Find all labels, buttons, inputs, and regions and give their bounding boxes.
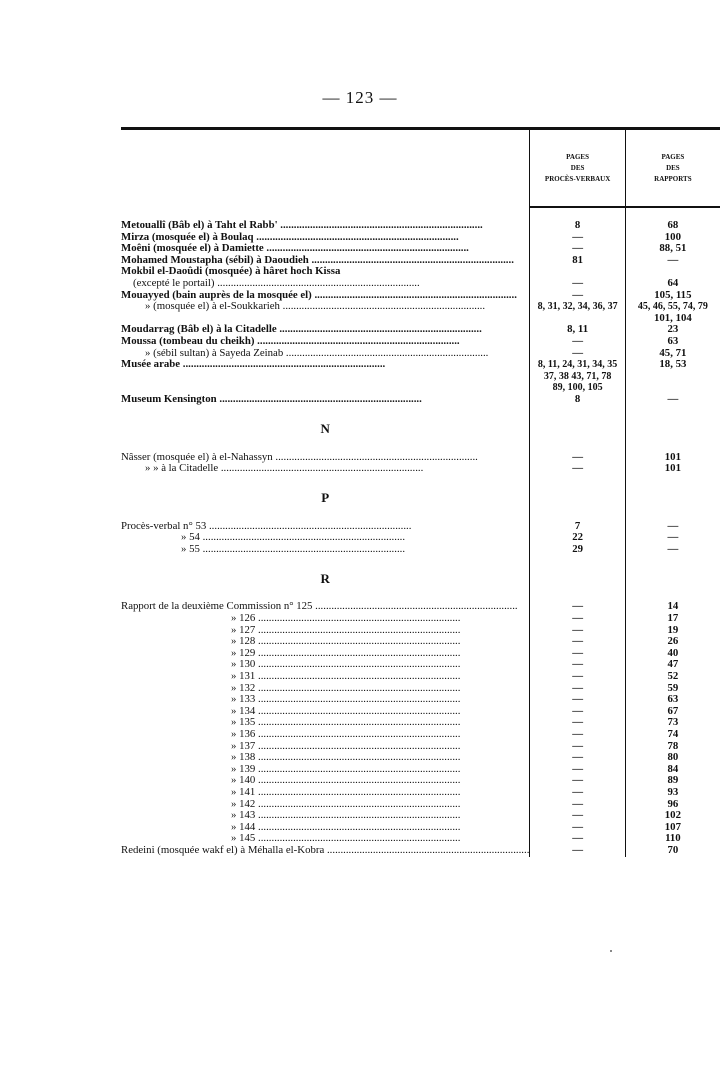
table-row	[121, 371, 720, 383]
entry-label: » 55 .....	[121, 544, 405, 556]
header-pv-line2: DES	[570, 163, 585, 172]
table-row	[121, 706, 720, 718]
entry-label: Mohamed Moustapha (sébil) à Daoudieh .....	[121, 255, 514, 266]
table-row	[121, 336, 720, 348]
rap-pages: 100	[625, 232, 720, 244]
rap-pages: —	[625, 394, 720, 406]
table-row	[121, 313, 720, 325]
pv-pages: —	[530, 799, 625, 811]
rap-pages: 17	[625, 613, 720, 625]
table-row	[121, 243, 720, 255]
entry-label: » 129 .....	[121, 648, 460, 660]
rap-pages: 23	[625, 324, 720, 336]
pv-pages: —	[530, 787, 625, 799]
table-row	[121, 799, 720, 811]
rap-pages: 63	[625, 694, 720, 706]
table-row	[121, 278, 720, 290]
header-pv-line3: PROCÈS-VERBAUX	[544, 174, 611, 183]
rap-pages: 73	[625, 717, 720, 729]
rap-pages: —	[625, 521, 720, 533]
rap-pages: 47	[625, 659, 720, 671]
rap-pages	[625, 371, 720, 383]
section-heading-n	[121, 406, 720, 452]
rap-pages: 101	[625, 463, 720, 475]
pv-pages: 7	[530, 521, 625, 533]
pv-pages: —	[530, 452, 625, 464]
entry-label: » 134 .....	[121, 706, 460, 718]
entry-label: » » à la Citadelle .....	[121, 463, 423, 475]
table-row	[121, 452, 720, 464]
table-row	[121, 659, 720, 671]
header-rap-line3: RAPPORTS	[654, 174, 692, 183]
table-row	[121, 810, 720, 822]
table-row	[121, 717, 720, 729]
entry-label: » 136 .....	[121, 729, 460, 741]
pv-pages: —	[530, 833, 625, 845]
entry-label: » 54 .....	[121, 532, 405, 544]
pv-pages: —	[530, 613, 625, 625]
header-rapports	[625, 130, 720, 207]
pv-pages: —	[530, 648, 625, 660]
entry-label: Metouallî (Bâb el) à Taht el Rabb' .....	[121, 220, 483, 231]
table-row	[121, 787, 720, 799]
pv-pages: 89, 100, 105	[530, 382, 625, 394]
table-row	[121, 463, 720, 475]
pv-pages: —	[530, 659, 625, 671]
rap-pages: 84	[625, 764, 720, 776]
pv-pages: 8	[530, 220, 625, 232]
pv-pages: —	[530, 729, 625, 741]
table-row	[121, 741, 720, 753]
table-row	[121, 301, 720, 313]
pv-pages: —	[530, 810, 625, 822]
table-row	[121, 232, 720, 244]
pv-pages: 8	[530, 394, 625, 406]
table-row	[121, 290, 720, 302]
pv-pages: —	[530, 752, 625, 764]
entry-label: » 139 .....	[121, 764, 460, 776]
section-letter: R	[320, 570, 330, 586]
rap-pages: 63	[625, 336, 720, 348]
rap-pages: 74	[625, 729, 720, 741]
pv-pages: 8, 11	[530, 324, 625, 336]
table-row	[121, 625, 720, 637]
header-rap-line1: PAGES	[661, 152, 685, 161]
table-row	[121, 764, 720, 776]
rap-pages: 26	[625, 636, 720, 648]
pv-pages: —	[530, 741, 625, 753]
entry-header-blank	[121, 130, 530, 207]
entry-label: Mouayyed (bain auprès de la mosquée el) .....	[121, 290, 517, 301]
entry-label: Redeini (mosquée wakf el) à Méhalla el-Kobra .....	[121, 845, 529, 856]
pv-pages: 81	[530, 255, 625, 267]
pv-pages: —	[530, 706, 625, 718]
pv-pages: —	[530, 348, 625, 360]
entry-label: » 130 .....	[121, 659, 460, 671]
pv-pages: —	[530, 243, 625, 255]
entry-label: (excepté le portail) .....	[121, 278, 420, 289]
rap-pages: 93	[625, 787, 720, 799]
entry-label: » 137 .....	[121, 741, 460, 753]
pv-pages: —	[530, 463, 625, 475]
table-row	[121, 729, 720, 741]
entry-label: » 145 .....	[121, 833, 460, 845]
rap-pages: 19	[625, 625, 720, 637]
table-row	[121, 532, 720, 544]
pv-pages: 8, 11, 24, 31, 34, 35	[530, 359, 625, 371]
pv-pages: 37, 38 43, 71, 78	[530, 371, 625, 383]
header-pv-line1: PAGES	[566, 152, 589, 161]
entry-label: Moudarrag (Bâb el) à la Citadelle .....	[121, 324, 482, 335]
entry-label: Moêni (mosquée el) à Damiette .....	[121, 243, 469, 254]
entry-label: Rapport de la deuxième Commission n° 125 .....	[121, 601, 518, 612]
page-number: — 123 —	[322, 88, 398, 107]
rap-pages: 67	[625, 706, 720, 718]
scan-speck	[610, 950, 612, 952]
rap-pages: 68	[625, 220, 720, 232]
table-row	[121, 613, 720, 625]
rap-pages: 45, 71	[625, 348, 720, 360]
entry-label: Mokbil el-Daoûdi (mosquée) à hâret hoch Kissa	[121, 266, 341, 278]
table-row	[121, 359, 720, 371]
table-row	[121, 671, 720, 683]
entry-label: » 140 .....	[121, 775, 460, 787]
entry-label: » 131 .....	[121, 671, 460, 683]
rap-pages: 80	[625, 752, 720, 764]
pv-pages: 29	[530, 544, 625, 556]
table-row	[121, 324, 720, 336]
pv-pages: —	[530, 683, 625, 695]
table-row	[121, 636, 720, 648]
table-row	[121, 348, 720, 360]
rap-pages: 105, 115	[625, 290, 720, 302]
rap-pages: 70	[625, 845, 720, 857]
pv-pages: —	[530, 290, 625, 302]
table-row	[121, 382, 720, 394]
table-row	[121, 775, 720, 787]
rap-pages: 96	[625, 799, 720, 811]
entry-label: » 142 .....	[121, 799, 460, 811]
entry-label: » (mosquée el) à el-Soukkarieh .....	[121, 301, 485, 313]
entry-label: » (sébil sultan) à Sayeda Zeinab .....	[121, 348, 488, 360]
table-row	[121, 822, 720, 834]
header-rap-line2: DES	[666, 163, 680, 172]
pv-pages: —	[530, 822, 625, 834]
rap-pages: 101	[625, 452, 720, 464]
section-heading-p	[121, 475, 720, 521]
entry-label: » 127 .....	[121, 625, 460, 637]
entry-label: » 143 .....	[121, 810, 460, 822]
pv-pages: —	[530, 764, 625, 776]
table-row	[121, 752, 720, 764]
rap-pages: 45, 46, 55, 74, 79	[625, 301, 720, 313]
rap-pages: 101, 104	[625, 313, 720, 325]
section-heading-r	[121, 555, 720, 601]
pv-pages: —	[530, 232, 625, 244]
entry-label: Nâsser (mosquée el) à el-Nahassyn .....	[121, 452, 478, 463]
entry-label: » 135 .....	[121, 717, 460, 729]
pv-pages: —	[530, 336, 625, 348]
table-row	[121, 694, 720, 706]
rap-pages: 64	[625, 278, 720, 290]
rap-pages: 14	[625, 601, 720, 613]
rap-pages: —	[625, 532, 720, 544]
rap-pages: 18, 53	[625, 359, 720, 371]
table-row	[121, 394, 720, 406]
pv-pages: 22	[530, 532, 625, 544]
table-row	[121, 601, 720, 613]
entry-label: » 138 .....	[121, 752, 460, 764]
entry-label: » 133 .....	[121, 694, 460, 706]
table-row	[121, 648, 720, 660]
section-letter: N	[320, 420, 330, 436]
entry-label: » 132 .....	[121, 683, 460, 695]
entry-label: » 126 .....	[121, 613, 460, 625]
pv-pages: 8, 31, 32, 34, 36, 37	[530, 301, 625, 313]
pv-pages: —	[530, 845, 625, 857]
rap-pages: 102	[625, 810, 720, 822]
rap-pages: 59	[625, 683, 720, 695]
pv-pages: —	[530, 636, 625, 648]
rap-pages: 78	[625, 741, 720, 753]
rap-pages: 110	[625, 833, 720, 845]
entry-label: Museum Kensington .....	[121, 394, 422, 405]
rap-pages: 89	[625, 775, 720, 787]
section-letter: P	[321, 489, 330, 505]
table-row	[121, 220, 720, 232]
rap-pages: 52	[625, 671, 720, 683]
rap-pages: 107	[625, 822, 720, 834]
table-row	[121, 544, 720, 556]
entry-label: » 141 .....	[121, 787, 460, 799]
pv-pages: —	[530, 717, 625, 729]
pv-pages: —	[530, 601, 625, 613]
table-row	[121, 521, 720, 533]
entry-label: Procès-verbal n° 53 .....	[121, 521, 411, 532]
entry-label: Moussa (tombeau du cheikh) .....	[121, 336, 460, 347]
rap-pages: 88, 51	[625, 243, 720, 255]
pv-pages: —	[530, 775, 625, 787]
table-row	[121, 255, 720, 267]
pv-pages: —	[530, 625, 625, 637]
rap-pages: 40	[625, 648, 720, 660]
rap-pages: —	[625, 544, 720, 556]
table-row	[121, 845, 720, 857]
rap-pages: —	[625, 255, 720, 267]
index-table	[121, 127, 720, 857]
entry-label: » 128 .....	[121, 636, 460, 648]
table-row	[121, 833, 720, 845]
header-proces-verbaux	[530, 130, 625, 207]
pv-pages: —	[530, 671, 625, 683]
entry-label: » 144 .....	[121, 822, 460, 834]
entry-label: Mirza (mosquée el) à Boulaq .....	[121, 232, 459, 243]
pv-pages: —	[530, 694, 625, 706]
table-row	[121, 266, 720, 278]
pv-pages: —	[530, 278, 625, 290]
entry-label: Musée arabe .....	[121, 359, 385, 370]
table-row	[121, 683, 720, 695]
